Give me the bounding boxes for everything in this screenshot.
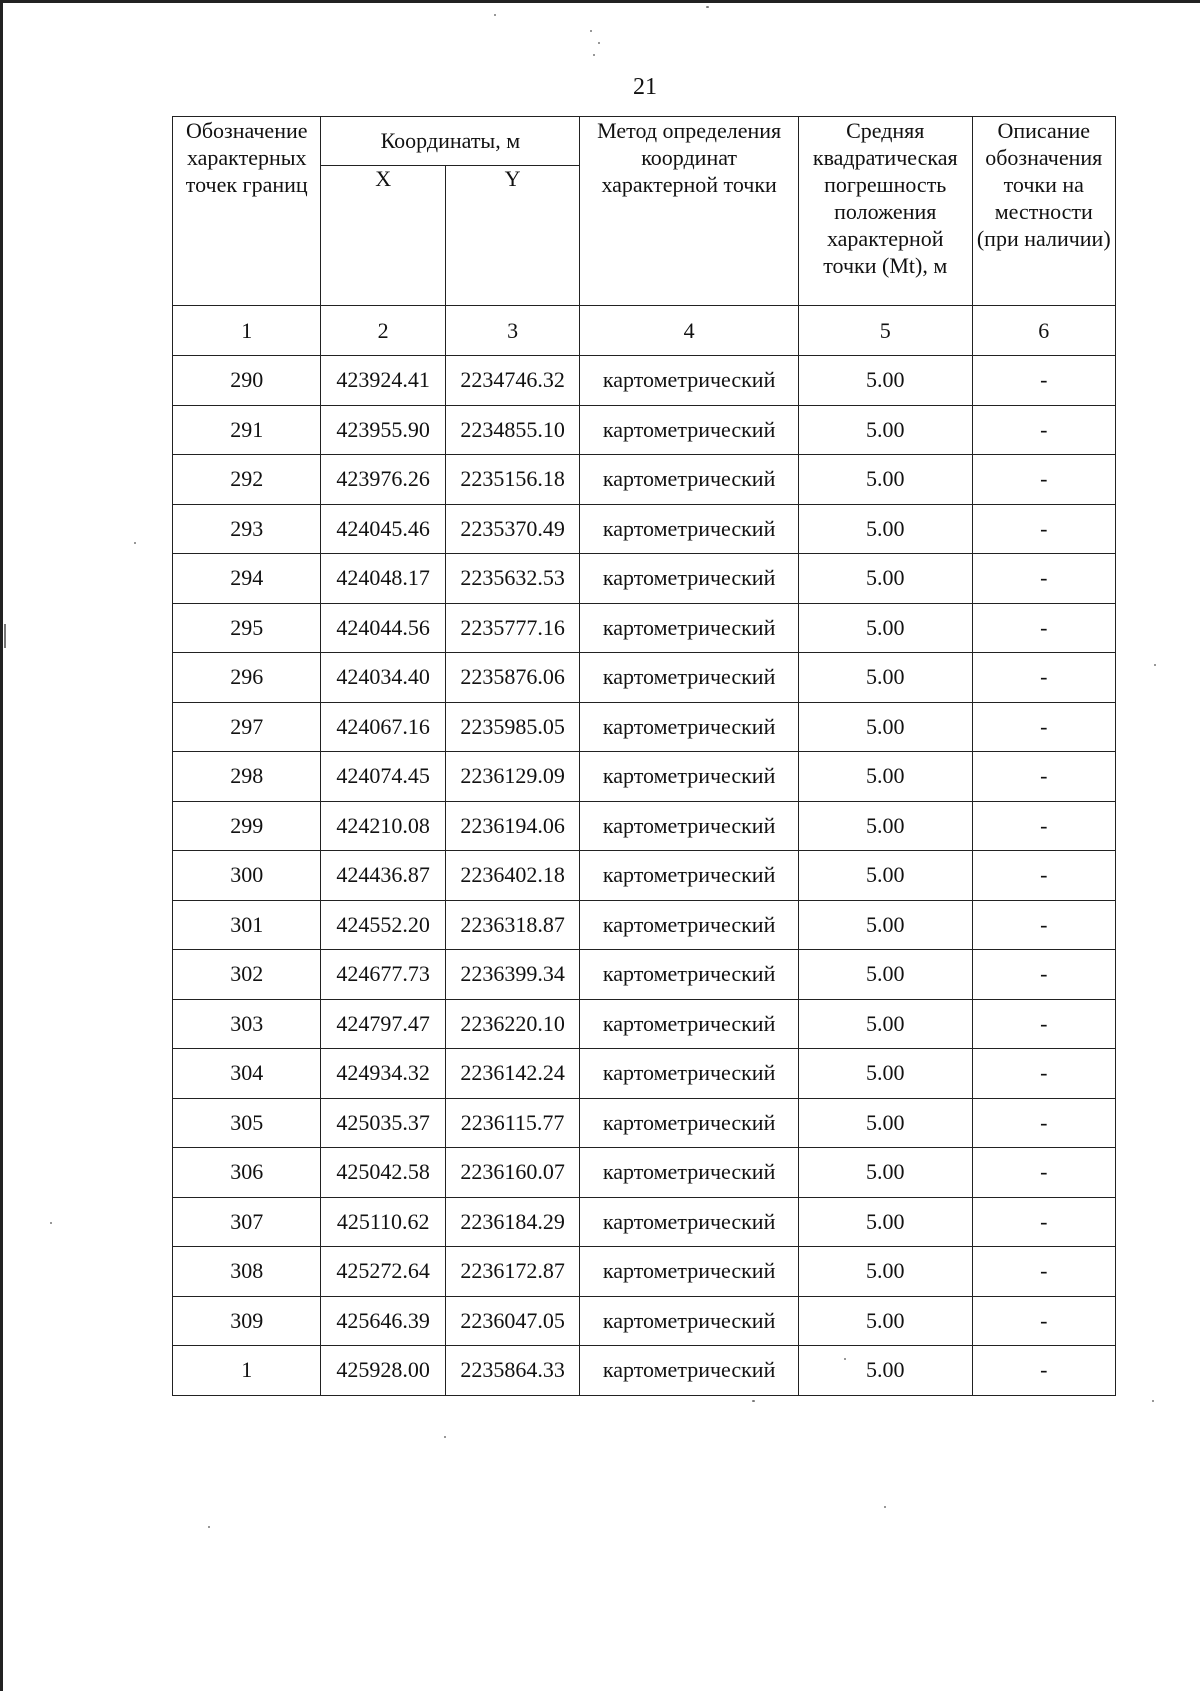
column-number: 6 — [972, 306, 1115, 356]
cell-x-coordinate: 425035.37 — [321, 1098, 445, 1148]
cell-x-coordinate: 425042.58 — [321, 1148, 445, 1198]
header-point-description: Описание обозначения точки на местности (при наличии) — [972, 117, 1115, 306]
table-row — [173, 900, 1116, 950]
cell-y-coordinate: 2235876.06 — [445, 653, 579, 703]
cell-y-coordinate: 2235777.16 — [445, 603, 579, 653]
cell-mean-square-error: 5.00 — [798, 900, 972, 950]
cell-mean-square-error: 5.00 — [798, 1197, 972, 1247]
table-row — [173, 801, 1116, 851]
cell-description: - — [972, 1296, 1115, 1346]
cell-y-coordinate: 2236318.87 — [445, 900, 579, 950]
cell-mean-square-error: 5.00 — [798, 1098, 972, 1148]
cell-method: картометрический — [580, 851, 799, 901]
column-number: 4 — [580, 306, 799, 356]
cell-x-coordinate: 423955.90 — [321, 405, 445, 455]
column-number: 3 — [445, 306, 579, 356]
cell-point-number: 291 — [173, 405, 321, 455]
scan-border-top — [0, 0, 1200, 3]
table-row — [173, 554, 1116, 604]
cell-description: - — [972, 1247, 1115, 1297]
cell-description: - — [972, 1148, 1115, 1198]
cell-method: картометрический — [580, 405, 799, 455]
cell-mean-square-error: 5.00 — [798, 653, 972, 703]
cell-description: - — [972, 1346, 1115, 1396]
cell-description: - — [972, 1049, 1115, 1099]
cell-method: картометрический — [580, 504, 799, 554]
cell-mean-square-error: 5.00 — [798, 455, 972, 505]
cell-method: картометрический — [580, 702, 799, 752]
cell-point-number: 306 — [173, 1148, 321, 1198]
table-row — [173, 1247, 1116, 1297]
table-row — [173, 455, 1116, 505]
cell-x-coordinate: 424552.20 — [321, 900, 445, 950]
cell-point-number: 298 — [173, 752, 321, 802]
cell-y-coordinate: 2236220.10 — [445, 999, 579, 1049]
cell-point-number: 299 — [173, 801, 321, 851]
cell-description: - — [972, 405, 1115, 455]
cell-point-number: 290 — [173, 356, 321, 406]
cell-method: картометрический — [580, 1049, 799, 1099]
scan-border-left — [0, 0, 3, 1691]
cell-x-coordinate: 424677.73 — [321, 950, 445, 1000]
table-row — [173, 1148, 1116, 1198]
cell-description: - — [972, 801, 1115, 851]
cell-point-number: 304 — [173, 1049, 321, 1099]
cell-x-coordinate: 424044.56 — [321, 603, 445, 653]
cell-point-number: 294 — [173, 554, 321, 604]
header-coordinates: Координаты, м — [321, 117, 580, 166]
header-method: Метод определения координат характерной точки — [580, 117, 799, 306]
cell-y-coordinate: 2236129.09 — [445, 752, 579, 802]
cell-point-number: 293 — [173, 504, 321, 554]
cell-point-number: 297 — [173, 702, 321, 752]
table-row — [173, 1346, 1116, 1396]
cell-point-number: 303 — [173, 999, 321, 1049]
table-row — [173, 603, 1116, 653]
cell-y-coordinate: 2236142.24 — [445, 1049, 579, 1099]
cell-y-coordinate: 2236047.05 — [445, 1296, 579, 1346]
cell-x-coordinate: 423976.26 — [321, 455, 445, 505]
table-row — [173, 950, 1116, 1000]
cell-x-coordinate: 424934.32 — [321, 1049, 445, 1099]
cell-x-coordinate: 424436.87 — [321, 851, 445, 901]
cell-method: картометрический — [580, 603, 799, 653]
table-row — [173, 653, 1116, 703]
cell-description: - — [972, 1098, 1115, 1148]
cell-mean-square-error: 5.00 — [798, 1296, 972, 1346]
cell-mean-square-error: 5.00 — [798, 851, 972, 901]
cell-mean-square-error: 5.00 — [798, 950, 972, 1000]
cell-description: - — [972, 702, 1115, 752]
cell-description: - — [972, 999, 1115, 1049]
cell-x-coordinate: 424067.16 — [321, 702, 445, 752]
cell-description: - — [972, 752, 1115, 802]
cell-method: картометрический — [580, 356, 799, 406]
cell-method: картометрический — [580, 900, 799, 950]
cell-method: картометрический — [580, 1197, 799, 1247]
cell-mean-square-error: 5.00 — [798, 356, 972, 406]
cell-method: картометрический — [580, 455, 799, 505]
cell-y-coordinate: 2236160.07 — [445, 1148, 579, 1198]
cell-y-coordinate: 2236402.18 — [445, 851, 579, 901]
cell-x-coordinate: 423924.41 — [321, 356, 445, 406]
cell-description: - — [972, 554, 1115, 604]
cell-point-number: 302 — [173, 950, 321, 1000]
cell-description: - — [972, 950, 1115, 1000]
cell-mean-square-error: 5.00 — [798, 1148, 972, 1198]
column-number: 1 — [173, 306, 321, 356]
cell-point-number: 1 — [173, 1346, 321, 1396]
cell-y-coordinate: 2236194.06 — [445, 801, 579, 851]
cell-mean-square-error: 5.00 — [798, 1346, 972, 1396]
cell-method: картометрический — [580, 999, 799, 1049]
cell-description: - — [972, 1197, 1115, 1247]
cell-y-coordinate: 2236115.77 — [445, 1098, 579, 1148]
cell-x-coordinate: 424797.47 — [321, 999, 445, 1049]
cell-y-coordinate: 2234746.32 — [445, 356, 579, 406]
cell-y-coordinate: 2234855.10 — [445, 405, 579, 455]
cell-y-coordinate: 2235864.33 — [445, 1346, 579, 1396]
table-row — [173, 999, 1116, 1049]
column-number: 5 — [798, 306, 972, 356]
page-number: 21 — [633, 74, 657, 100]
cell-x-coordinate: 424074.45 — [321, 752, 445, 802]
table-body — [173, 356, 1116, 1396]
cell-description: - — [972, 356, 1115, 406]
cell-method: картометрический — [580, 1346, 799, 1396]
cell-method: картометрический — [580, 950, 799, 1000]
cell-point-number: 305 — [173, 1098, 321, 1148]
cell-mean-square-error: 5.00 — [798, 752, 972, 802]
cell-method: картометрический — [580, 1098, 799, 1148]
header-point-designation: Обозначение характерных точек границ — [173, 117, 321, 306]
cell-y-coordinate: 2235985.05 — [445, 702, 579, 752]
cell-method: картометрический — [580, 1247, 799, 1297]
cell-method: картометрический — [580, 653, 799, 703]
cell-point-number: 295 — [173, 603, 321, 653]
cell-mean-square-error: 5.00 — [798, 554, 972, 604]
cell-mean-square-error: 5.00 — [798, 405, 972, 455]
cell-y-coordinate: 2235156.18 — [445, 455, 579, 505]
column-number: 2 — [321, 306, 445, 356]
cell-y-coordinate: 2235370.49 — [445, 504, 579, 554]
cell-x-coordinate: 424210.08 — [321, 801, 445, 851]
cell-mean-square-error: 5.00 — [798, 1247, 972, 1297]
table-row — [173, 702, 1116, 752]
table-row — [173, 504, 1116, 554]
cell-x-coordinate: 425272.64 — [321, 1247, 445, 1297]
table-row — [173, 1197, 1116, 1247]
cell-point-number: 309 — [173, 1296, 321, 1346]
cell-mean-square-error: 5.00 — [798, 603, 972, 653]
cell-x-coordinate: 425110.62 — [321, 1197, 445, 1247]
cell-y-coordinate: 2236184.29 — [445, 1197, 579, 1247]
cell-mean-square-error: 5.00 — [798, 504, 972, 554]
cell-description: - — [972, 603, 1115, 653]
table-row — [173, 356, 1116, 406]
cell-x-coordinate: 424045.46 — [321, 504, 445, 554]
cell-point-number: 308 — [173, 1247, 321, 1297]
cell-point-number: 301 — [173, 900, 321, 950]
column-numbers-row — [173, 306, 1116, 356]
cell-x-coordinate: 424034.40 — [321, 653, 445, 703]
cell-description: - — [972, 455, 1115, 505]
cell-x-coordinate: 425928.00 — [321, 1346, 445, 1396]
cell-method: картометрический — [580, 554, 799, 604]
header-x: X — [321, 166, 445, 306]
cell-point-number: 296 — [173, 653, 321, 703]
cell-y-coordinate: 2236172.87 — [445, 1247, 579, 1297]
cell-description: - — [972, 851, 1115, 901]
cell-y-coordinate: 2235632.53 — [445, 554, 579, 604]
table-row — [173, 1098, 1116, 1148]
cell-mean-square-error: 5.00 — [798, 999, 972, 1049]
cell-description: - — [972, 653, 1115, 703]
cell-point-number: 307 — [173, 1197, 321, 1247]
cell-mean-square-error: 5.00 — [798, 702, 972, 752]
cell-method: картометрический — [580, 1148, 799, 1198]
cell-mean-square-error: 5.00 — [798, 801, 972, 851]
cell-method: картометрический — [580, 752, 799, 802]
cell-x-coordinate: 424048.17 — [321, 554, 445, 604]
table-row — [173, 1296, 1116, 1346]
cell-point-number: 292 — [173, 455, 321, 505]
table-row — [173, 752, 1116, 802]
cell-y-coordinate: 2236399.34 — [445, 950, 579, 1000]
cell-x-coordinate: 425646.39 — [321, 1296, 445, 1346]
boundary-points-table — [172, 116, 1116, 1396]
table-row — [173, 1049, 1116, 1099]
table-row — [173, 405, 1116, 455]
cell-mean-square-error: 5.00 — [798, 1049, 972, 1099]
cell-point-number: 300 — [173, 851, 321, 901]
table-row — [173, 851, 1116, 901]
cell-description: - — [972, 504, 1115, 554]
cell-method: картометрический — [580, 1296, 799, 1346]
header-mean-square-error: Средняя квадратическая погрешность положения характерной точки (Mt), м — [798, 117, 972, 306]
cell-method: картометрический — [580, 801, 799, 851]
header-y: Y — [445, 166, 579, 306]
cell-description: - — [972, 900, 1115, 950]
